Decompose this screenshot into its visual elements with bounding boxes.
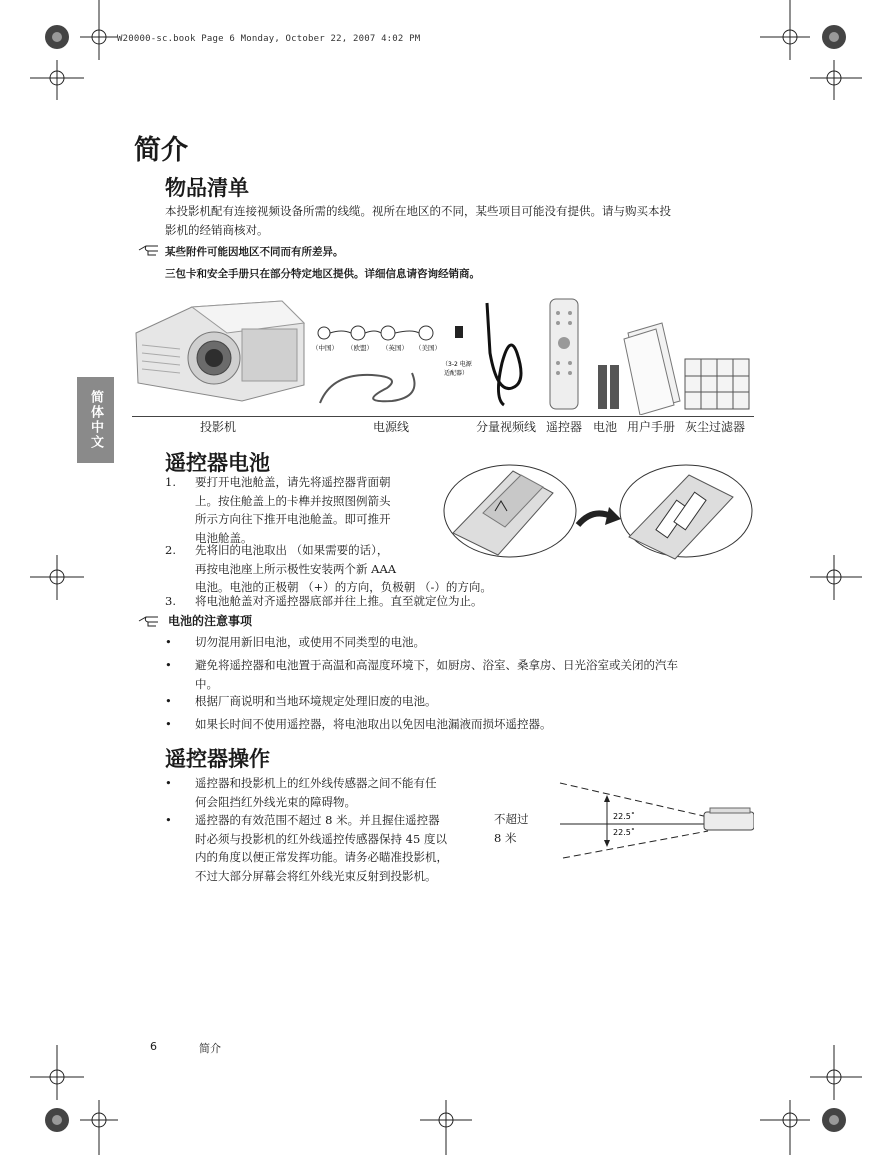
- remote-image: [550, 299, 578, 409]
- component-cable-image: [487, 303, 521, 405]
- page-number: 6: [150, 1040, 157, 1053]
- battery-heading: 遥控器电池: [165, 451, 270, 475]
- bullet: •: [165, 776, 172, 790]
- step-line: 所示方向往下推开电池舱盖。即可推开: [195, 512, 391, 526]
- language-side-tab: 简体中文: [77, 377, 114, 463]
- step-number: 1.: [165, 475, 176, 489]
- caption-projector: 投影机: [200, 420, 237, 434]
- bullet: •: [165, 635, 172, 649]
- bullet: •: [165, 658, 172, 672]
- caption-power-cord: 电源线: [373, 420, 410, 434]
- angle-label-bottom: 22.5˚: [613, 828, 635, 837]
- step-line: 再按电池座上所示极性安装两个新 AAA: [195, 561, 397, 576]
- plug-label-uk: （英国）: [382, 344, 408, 352]
- plug-images: [318, 326, 433, 340]
- operation-line: 时必须与投影机的红外线遥控传感器保持 45 度以: [195, 831, 447, 846]
- step-line: 电池舱盖。: [195, 530, 253, 545]
- caution-line: 如果长时间不使用遥控器，将电池取出以免因电池漏液而损坏遥控器。: [195, 717, 552, 731]
- operation-line: 遥控器的有效范围不超过 8 米。并且握住遥控器: [195, 813, 440, 827]
- bullet: •: [165, 813, 172, 827]
- caption-battery: 电池: [593, 420, 618, 434]
- plug-label-eu: （欧盟）: [347, 344, 373, 352]
- intro-line: 本投影机配有连接视频设备所需的线缆。视所在地区的不同，某些项目可能没有提供。请与购买本投: [165, 204, 671, 218]
- accessories-illustration: [132, 293, 754, 415]
- battery-caution-title: 电池的注意事项: [168, 614, 253, 628]
- step-line: 上。按住舱盖上的卡榫并按照图例箭头: [195, 493, 391, 508]
- power-cord-image: [320, 373, 415, 403]
- step-number: 2.: [165, 543, 176, 557]
- bullet: •: [165, 717, 172, 731]
- range-label-line: 8 米: [494, 830, 517, 845]
- range-label: [494, 810, 529, 847]
- caution-line: 避免将遥控器和电池置于高温和高湿度环境下，如厨房、浴室、桑拿房、日光浴室或关闭的汽车: [195, 658, 678, 672]
- page-title: 简介: [134, 135, 188, 166]
- angle-label-top: 22.5˚: [613, 812, 635, 821]
- note-accessories-vary: 某些附件可能因地区不同而有所差异。: [165, 246, 344, 258]
- adapter-label-line2: 适配器）: [444, 370, 469, 377]
- caution-line: 根据厂商说明和当地环境规定处理旧废的电池。: [195, 694, 437, 708]
- step-line: 将电池舱盖对齐遥控器底部并往上推。直至就定位为止。: [195, 594, 483, 608]
- caution-hand-icon: [138, 614, 162, 628]
- battery-image: [598, 365, 607, 409]
- caption-component-cable: 分量视频线: [476, 420, 537, 434]
- caption-dust-filter: 灰尘过滤器: [685, 420, 746, 434]
- adapter-label-line1: （3-2 电源: [442, 361, 472, 368]
- ir-angle-diagram: [558, 780, 754, 862]
- intro-line: 影机的经销商核对。: [165, 222, 269, 237]
- operation-line: 不过大部分屏幕会将红外线光束反射到投影机。: [195, 868, 437, 883]
- operation-line: 遥控器和投影机上的红外线传感器之间不能有任: [195, 776, 437, 790]
- caption-remote: 遥控器: [546, 420, 583, 434]
- adapter-image: [455, 326, 463, 338]
- step-line: 要打开电池舱盖，请先将遥控器背面朝: [195, 475, 391, 489]
- caption-divider: [132, 416, 754, 417]
- plug-label-us: （美国）: [415, 344, 441, 352]
- projector-side-image: [704, 812, 754, 830]
- note-hand-icon: [138, 243, 162, 257]
- contents-heading: 物品清单: [165, 176, 249, 200]
- contents-intro: [165, 202, 755, 239]
- file-header-line: W20000-sc.book Page 6 Monday, October 22, 2007 4:02 PM: [117, 34, 421, 44]
- caption-manual: 用户手册: [627, 420, 676, 434]
- footer-section-title: 简介: [199, 1042, 221, 1055]
- note-warranty-card: 三包卡和安全手册只在部分特定地区提供。详细信息请咨询经销商。: [165, 268, 480, 280]
- step-number: 3.: [165, 594, 176, 608]
- projector-image: [136, 301, 304, 401]
- operation-line: 内的角度以便正常发挥功能。请务必瞄准投影机，: [195, 850, 448, 864]
- operation-line: 何会阻挡红外线光束的障碍物。: [195, 794, 356, 809]
- battery-compartment-illustration: [443, 463, 755, 563]
- range-label-line: 不超过: [494, 812, 529, 826]
- step-line: 先将旧的电池取出 （如果需要的话），: [195, 543, 389, 557]
- bullet: •: [165, 694, 172, 708]
- operation-heading: 遥控器操作: [165, 747, 270, 771]
- plug-label-cn: （中国）: [312, 344, 338, 352]
- caution-line: 切勿混用新旧电池，或使用不同类型的电池。: [195, 635, 425, 649]
- step-line: 电池。电池的正极朝 （+）的方向，负极朝 （-）的方向。: [195, 580, 492, 594]
- caution-line: 中。: [195, 676, 218, 691]
